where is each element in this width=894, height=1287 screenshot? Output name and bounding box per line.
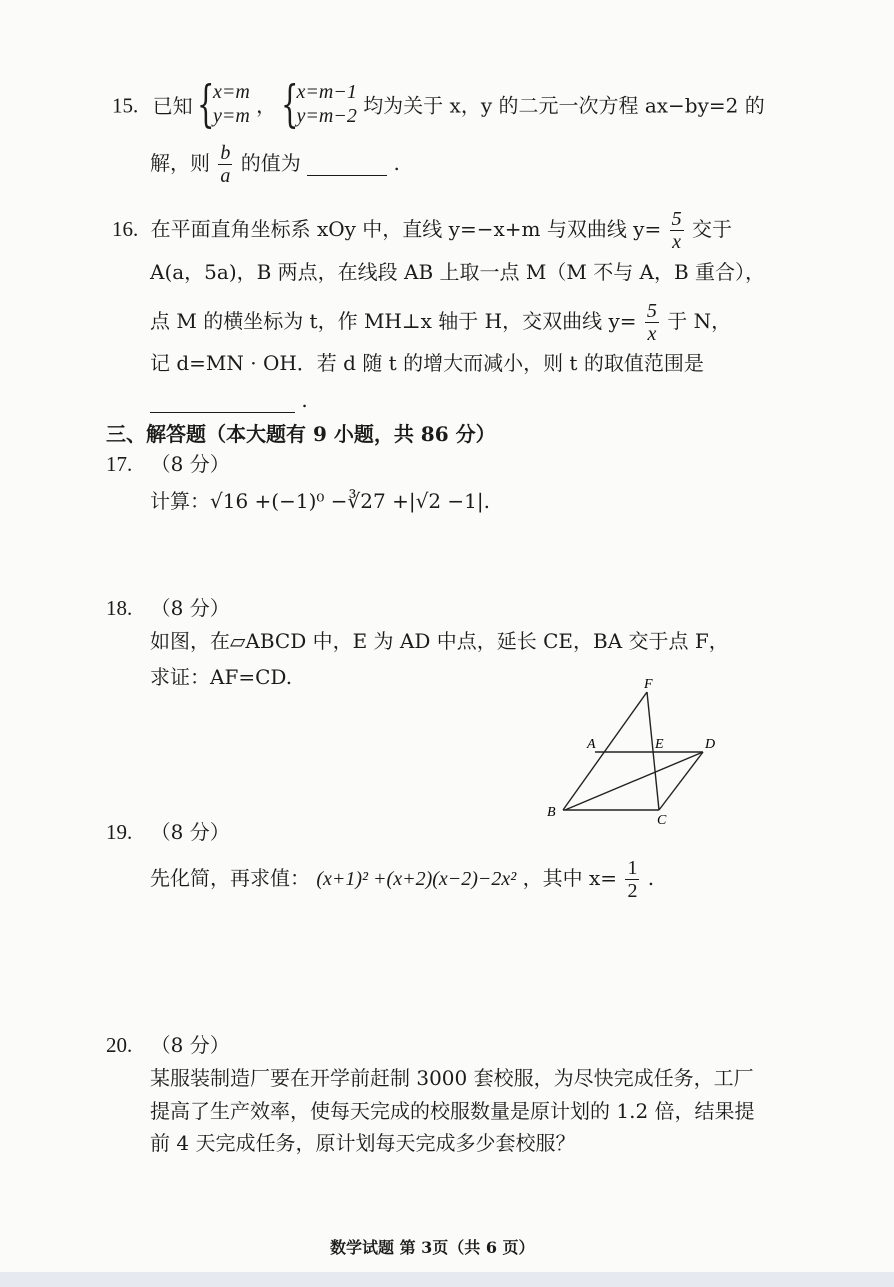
sys1-row1: x=m bbox=[212, 81, 250, 103]
q20-header bbox=[106, 1033, 230, 1057]
q17-header bbox=[106, 452, 230, 476]
q18-header bbox=[106, 596, 230, 620]
q20-line3: 前 4 天完成任务，原计划每天完成多少套校服？ bbox=[150, 1131, 576, 1155]
q16-l1-pre: 在平面直角坐标系 xOy 中，直线 y=−x+m 与双曲线 y= bbox=[150, 217, 662, 241]
bottom-strip bbox=[0, 1272, 894, 1287]
q15-line2 bbox=[150, 142, 400, 187]
label-c: C bbox=[657, 813, 667, 828]
q18-line1: 如图，在▱ABCD 中，E 为 AD 中点，延长 CE，BA 交于点 F， bbox=[150, 629, 729, 653]
q15-text2-pre: 解，则 bbox=[150, 151, 210, 175]
q19-fraction bbox=[625, 857, 639, 902]
q16-l1-post: 交于 bbox=[691, 217, 732, 241]
sys2-row1: x=m−1 bbox=[296, 81, 357, 103]
q19-end: . bbox=[647, 866, 655, 890]
section-heading: 三、解答题（本大题有 9 小题，共 86 分） bbox=[106, 422, 496, 446]
side-bc bbox=[565, 752, 703, 810]
answer-blank bbox=[150, 388, 295, 413]
q19-header bbox=[106, 820, 230, 844]
q16-line2: A(a，5a)，B 两点，在线段 AB 上取一点 M（M 不与 A，B 重合）， bbox=[150, 260, 766, 284]
answer-blank bbox=[307, 151, 387, 176]
label-f: F bbox=[644, 677, 653, 692]
q20-line1: 某服装制造厂要在开学前赶制 3000 套校服，为尽快完成任务，工厂 bbox=[150, 1066, 754, 1090]
q15-text2-post: 的值为 bbox=[240, 151, 301, 175]
q19-line bbox=[150, 857, 654, 902]
q17-expression: 计算：√16 +(−1)⁰ −∛27 +|√2 −1|. bbox=[150, 489, 490, 513]
q15-fraction bbox=[218, 142, 232, 187]
q15-end: . bbox=[393, 151, 400, 175]
q19-pre: 先化简，再求值： bbox=[150, 866, 310, 890]
parallelogram-figure bbox=[535, 672, 735, 832]
q16-blank-line bbox=[150, 388, 308, 413]
q19-number: 19. bbox=[106, 820, 133, 844]
q19-expression: (x+1)² +(x+2)(x−2)−2x² bbox=[316, 868, 517, 890]
q15-text1: 均为关于 x，y 的二元一次方程 ax−by=2 的 bbox=[363, 93, 765, 118]
q18-number: 18. bbox=[106, 596, 133, 620]
q16-line3 bbox=[150, 300, 731, 345]
frac-den: x bbox=[672, 231, 682, 253]
q16-line4: 记 d=MN · OH．若 d 随 t 的增大而减小，则 t 的取值范围是 bbox=[150, 351, 704, 375]
frac-den: 2 bbox=[627, 880, 638, 902]
q16-l3-post: 于 N， bbox=[667, 309, 732, 333]
left-brace-icon: { bbox=[196, 75, 215, 133]
q15-system-2 bbox=[280, 75, 357, 133]
q15-lead: 已知 bbox=[152, 93, 193, 118]
label-e: E bbox=[655, 737, 664, 752]
q16-l3-pre: 点 M 的横坐标为 t，作 MH⊥x 轴于 H，交双曲线 y= bbox=[150, 309, 637, 333]
q16-fraction-2 bbox=[645, 300, 659, 345]
q15-comma: ， bbox=[256, 93, 277, 118]
label-d: D bbox=[705, 737, 716, 752]
q18-line2: 求证：AF=CD. bbox=[150, 665, 293, 689]
label-a: A bbox=[587, 737, 596, 752]
q15-line1 bbox=[112, 75, 765, 133]
q17-number: 17. bbox=[106, 452, 133, 476]
q16-fraction-1 bbox=[670, 208, 684, 253]
q16-end: . bbox=[301, 388, 308, 412]
q18-score: （8 分） bbox=[150, 596, 230, 620]
q20-score: （8 分） bbox=[150, 1033, 230, 1057]
q15-system-1 bbox=[196, 75, 250, 133]
frac-num: 1 bbox=[627, 857, 638, 879]
frac-den: x bbox=[647, 323, 657, 345]
line-bf bbox=[563, 692, 647, 810]
q20-number: 20. bbox=[106, 1033, 133, 1057]
q16-number: 16. bbox=[112, 217, 139, 241]
page-footer: 数学试题 第 3页（共 6 页） bbox=[330, 1238, 535, 1257]
frac-num: b bbox=[220, 142, 231, 164]
q19-mid: ，其中 x= bbox=[522, 866, 618, 890]
frac-num: 5 bbox=[671, 208, 682, 230]
q19-score: （8 分） bbox=[150, 820, 230, 844]
left-brace-icon: { bbox=[280, 75, 299, 133]
q17-score: （8 分） bbox=[150, 452, 230, 476]
frac-den: a bbox=[220, 165, 231, 187]
q20-line2: 提高了生产效率，使每天完成的校服数量是原计划的 1.2 倍，结果提 bbox=[150, 1099, 755, 1123]
sys2-row2: y=m−2 bbox=[296, 105, 357, 127]
label-b: B bbox=[547, 805, 556, 820]
frac-num: 5 bbox=[646, 300, 657, 322]
sys1-row2: y=m bbox=[212, 105, 250, 127]
q15-number: 15. bbox=[112, 93, 139, 118]
q16-line1 bbox=[112, 208, 732, 253]
